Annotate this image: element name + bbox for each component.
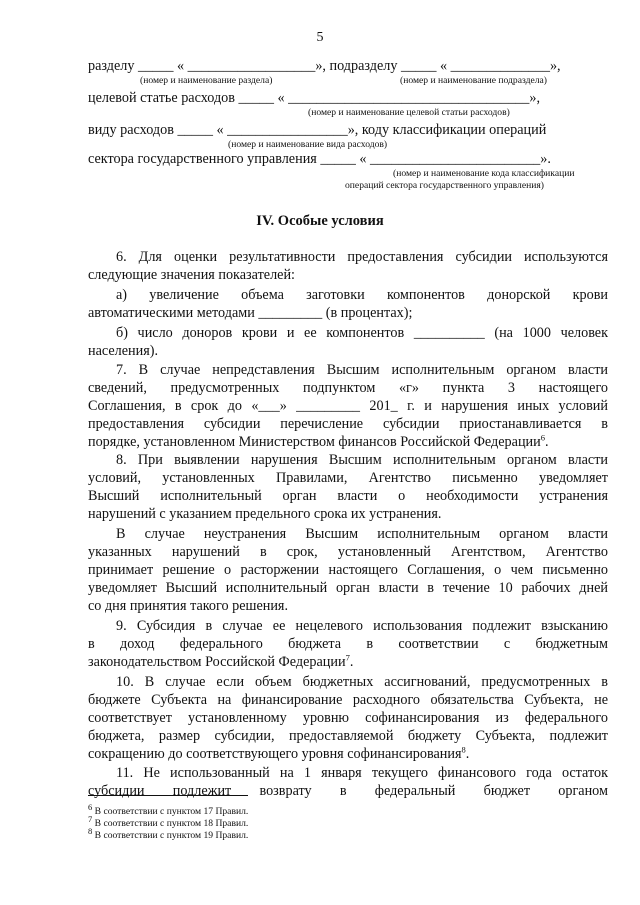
paragraph-text: сокращению до соответствующего уровня софинансирования xyxy=(88,746,462,762)
header-line-section: разделу _____ « __________________», подразделу _____ « ______________», xyxy=(88,58,561,74)
footnote-mark: 7 xyxy=(88,813,93,824)
footnote-text: В соответствии с пунктом 18 Правил. xyxy=(94,818,249,829)
paragraph-line: условий, установленных Правилами, Агентство письменно уведомляет xyxy=(88,470,608,486)
caption-gov-sector-2: операций сектора государственного управления) xyxy=(345,180,544,191)
footnote-ref: 6 xyxy=(540,432,545,443)
paragraph-line: 6. Для оценки результативности предоставления субсидии используются xyxy=(116,249,608,265)
paragraph-text: . xyxy=(349,654,354,670)
paragraph-line: в доход федерального бюджета в соответствии с бюджетным xyxy=(88,636,608,652)
footnote-ref: 8 xyxy=(461,744,466,755)
paragraph-line: уведомляет Высший исполнительный орган власти в течение 10 рабочих дней xyxy=(88,580,608,596)
footnote-text: В соответствии с пунктом 17 Правил. xyxy=(94,806,249,817)
paragraph-line: субсидии подлежит возврату в федеральный бюджет органом xyxy=(88,783,608,799)
paragraph-line: следующие значения показателей: xyxy=(88,267,295,283)
paragraph-line xyxy=(88,746,608,763)
paragraph-line xyxy=(88,434,608,451)
paragraph-line: б) число доноров крови и ее компонентов __________ (на 1000 человек xyxy=(116,325,608,341)
paragraph-line: нарушений с указанием предельного срока их устранения. xyxy=(88,506,442,522)
paragraph-line: 11. Не использованный на 1 января текущего финансового года остаток xyxy=(116,765,608,781)
paragraph-line: а) увеличение объема заготовки компонентов донорской крови xyxy=(116,287,608,303)
paragraph-text: . xyxy=(465,746,470,762)
header-line-gov-sector: сектора государственного управления _____ « ________________________». xyxy=(88,151,551,167)
paragraph-line: Высший исполнительный орган власти о необходимости устранения xyxy=(88,488,608,504)
paragraph-line xyxy=(88,654,608,671)
caption-section: (номер и наименование раздела) xyxy=(140,75,273,86)
paragraph-line: Соглашения, в срок до «___» _________ 201_ г. и нарушения иных условий xyxy=(88,398,608,414)
paragraph-line: 10. В случае если объем бюджетных ассигнований, предусмотренных в xyxy=(116,674,608,690)
paragraph-text: порядке, установленном Министерством финансов Российской Федерации xyxy=(88,434,541,450)
header-line-target-article: целевой статье расходов _____ « __________________________________», xyxy=(88,90,540,106)
page-number: 5 xyxy=(316,30,324,45)
footnote xyxy=(88,825,249,841)
header-line-expense-type: виду расходов _____ « _________________», коду классификации операций xyxy=(88,122,547,138)
paragraph-line: бюджета, размер субсидии, предоставляемой бюджету Субъекта, подлежит xyxy=(88,728,608,744)
paragraph-line: предоставления субсидии перечисление субсидии приостанавливается в xyxy=(88,416,608,432)
caption-target-article: (номер и наименование целевой статьи расходов) xyxy=(308,107,510,118)
caption-expense-type: (номер и наименование вида расходов) xyxy=(228,139,388,150)
footnote-text: В соответствии с пунктом 19 Правил. xyxy=(94,830,249,841)
paragraph-line: населения). xyxy=(88,343,159,359)
footnote-mark: 6 xyxy=(88,801,93,812)
paragraph-line: В случае неустранения Высшим исполнительным органом власти xyxy=(116,526,608,542)
paragraph-text: . xyxy=(544,434,549,450)
paragraph-line: автоматическими методами _________ (в процентах); xyxy=(88,305,413,321)
footnote xyxy=(88,813,249,829)
paragraph-line: 9. Субсидия в случае ее нецелевого использования подлежит взысканию xyxy=(116,618,608,634)
caption-gov-sector-1: (номер и наименование кода классификации xyxy=(393,168,575,179)
paragraph-line: бюджете Субъекта на финансирование расходного обязательства Субъекта, не xyxy=(88,692,608,708)
section-title: IV. Особые условия xyxy=(256,213,384,229)
paragraph-line: указанных нарушений в срок, установленный Агентством, Агентство xyxy=(88,544,608,560)
caption-subsection: (номер и наименование подраздела) xyxy=(400,75,547,86)
footnote xyxy=(88,801,249,817)
paragraph-line: со дня принятия такого решения. xyxy=(88,598,288,614)
footnote-divider xyxy=(88,795,248,796)
paragraph-line: соответствует установленному уровню софинансирования из федерального xyxy=(88,710,608,726)
paragraph-line: принимает решение о расторжении настоящего Соглашения, о чем письменно xyxy=(88,562,608,578)
paragraph-line: 7. В случае непредставления Высшим исполнительным органом власти xyxy=(116,362,608,378)
paragraph-line: 8. При выявлении нарушения Высшим исполнительным органом власти xyxy=(116,452,608,468)
footnote-mark: 8 xyxy=(88,825,93,836)
footnote-ref: 7 xyxy=(345,652,350,663)
paragraph-text: законодательством Российской Федерации xyxy=(88,654,346,670)
paragraph-line: сведений, предусмотренных подпунктом «г» пункта 3 настоящего xyxy=(88,380,608,396)
